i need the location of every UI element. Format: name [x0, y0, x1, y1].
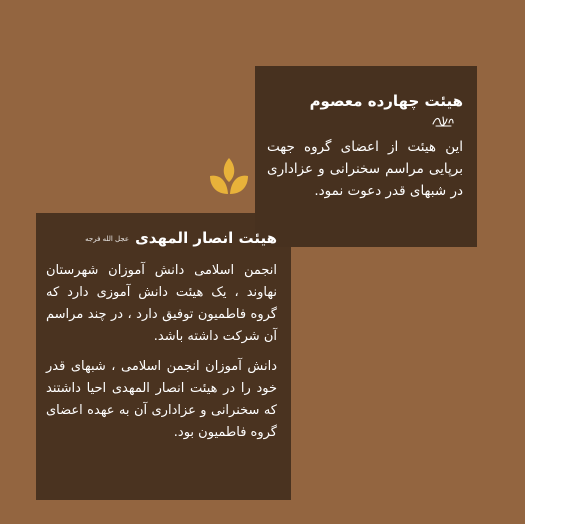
card-body-text: این هیئت از اعضای گروه جهت برپایی مراسم سخنرانی و عزاداری در شبهای قدر دعوت نمود.	[267, 139, 463, 199]
card-title-text: هیئت انصار المهدی	[135, 229, 277, 247]
card-title	[46, 227, 277, 250]
card-ansar-almahdi	[36, 213, 291, 500]
card-paragraph: انجمن اسلامی دانش آموزان شهرستان نهاوند ، یک هیئت دانش آموزی دارد که گروه فاطمیون توفیق دارد ، در چند مراسم آن شرکت داشته باشد.	[46, 262, 277, 344]
wheat-leaf-icon	[206, 154, 252, 200]
honorific-text: عجل الله فرجه	[85, 234, 130, 243]
card-title: هیئت چهارده معصوم	[309, 92, 463, 110]
card-paragraph: دانش آموزان انجمن اسلامی ، شبهای قدر خود را در هیئت انصار المهدی احیا داشتند که سخنرانی و عزاداری آن به عهده اعضای گروه فاطمیون بود.	[46, 358, 277, 440]
alayhi-salam-calligraphy-icon	[431, 114, 455, 128]
